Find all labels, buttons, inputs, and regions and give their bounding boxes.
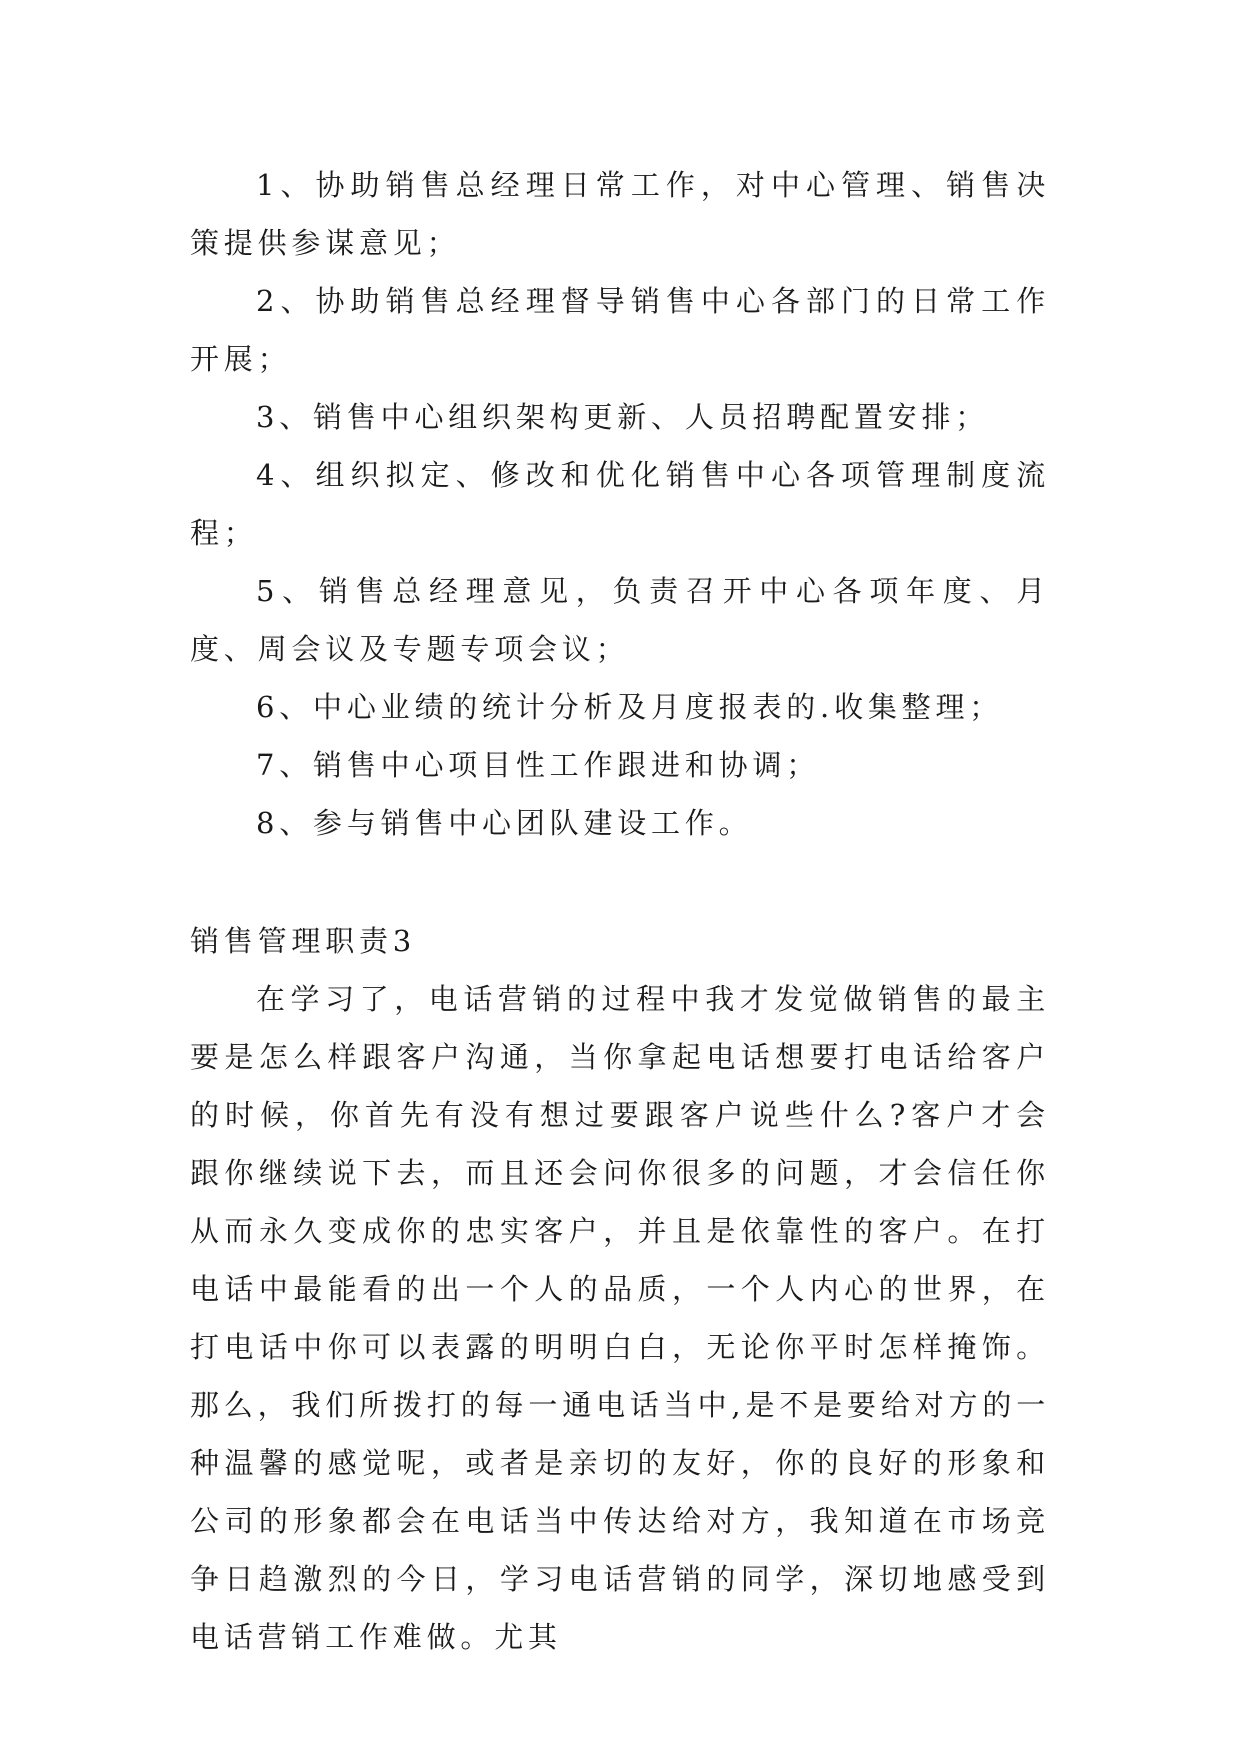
duty-item-1: 1、协助销售总经理日常工作，对中心管理、销售决策提供参谋意见； (190, 168, 1050, 260)
duty-item-6: 6、中心业绩的统计分析及月度报表的.收集整理； (256, 690, 1004, 724)
section-spacer (190, 852, 1050, 912)
duty-item-2: 2、协助销售总经理督导销售中心各部门的日常工作开展； (190, 284, 1050, 376)
duty-item-4: 4、组织拟定、修改和优化销售中心各项管理制度流程； (190, 458, 1050, 550)
section-paragraph: 在学习了，电话营销的过程中我才发觉做销售的最主要是怎么样跟客户沟通，当你拿起电话想要打电话给客户的时候，你首先有没有想过要跟客户说些什么?客户才会跟你继续说下去，而且还会问你很多的问题，才会信任你从而永久变成你的忠实客户，并且是依靠性的客户。在打电话中最能看的出一个人的品质，一个人内心的世界，在打电话中你可以表露的明明白白，无论你平时怎样掩饰。那么，我们所拨打的每一通电话当中,是不是要给对方的一种温馨的感觉呢，或者是亲切的友好，你的良好的形象和公司的形象都会在电话当中传达给对方，我知道在市场竞争日趋激烈的今日，学习电话营销的同学，深切地感受到电话营销工作难做。尤其 (190, 982, 1050, 1654)
duty-item-7: 7、销售中心项目性工作跟进和协调； (256, 748, 821, 782)
duty-item-5: 5、销售总经理意见，负责召开中心各项年度、月度、周会议及专题专项会议； (190, 574, 1050, 666)
section-heading: 销售管理职责3 (190, 924, 417, 958)
document-body (190, 156, 1050, 1666)
duty-item-3: 3、销售中心组织架构更新、人员招聘配置安排； (256, 400, 990, 434)
duty-item-8: 8、参与销售中心团队建设工作。 (256, 806, 753, 840)
